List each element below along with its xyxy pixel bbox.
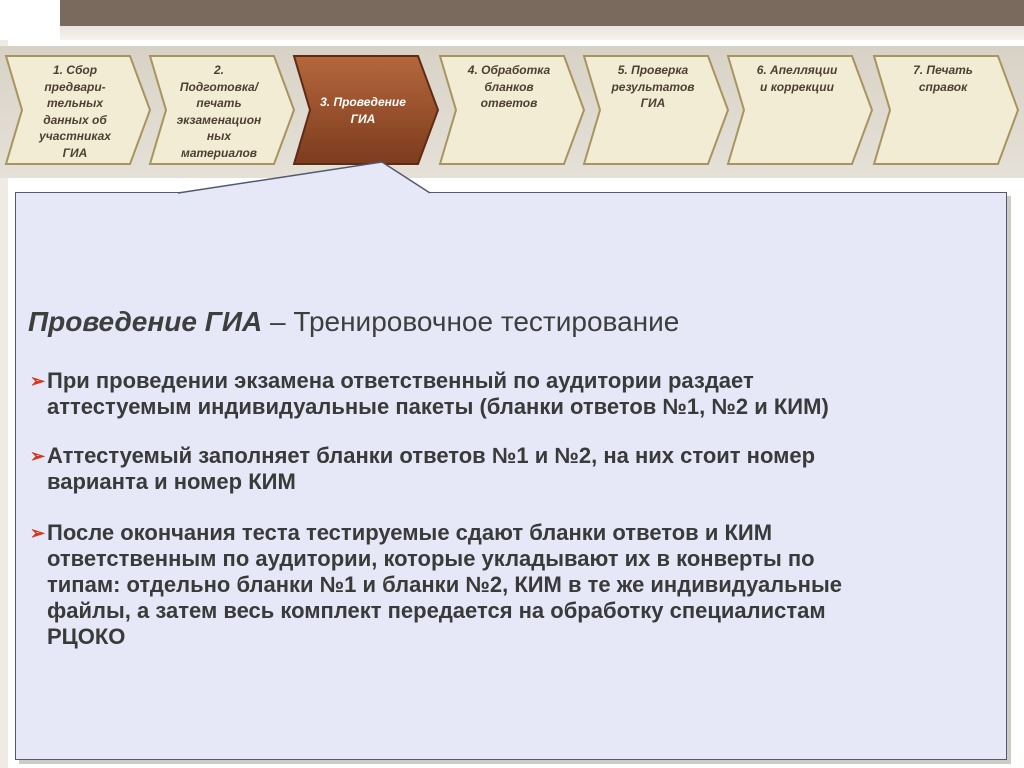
step-7[interactable] (872, 54, 1020, 166)
title-rest: – Тренировочное тестирование (262, 306, 680, 337)
bullet-item-3 (30, 520, 990, 650)
step-1[interactable] (4, 54, 152, 166)
bullet-arrow-icon: ➢ (30, 371, 46, 391)
top-strip (60, 26, 1024, 40)
step-7-label: 7. Печать справок (913, 63, 973, 94)
bullet-item-2 (30, 443, 990, 495)
bullet-arrow-icon: ➢ (30, 523, 46, 543)
step-4-label: 4. Обработка бланков ответов (467, 63, 551, 110)
bullet-text-3: После окончания теста тестируемые сдают бланки ответов и КИМ ответственным по аудитории, которые укладывают их в конверты по типам: отдельно бланки №1 и бланки №2, КИМ в те же индивидуальные файлы, а затем весь комплект передается на обработку специалистам РЦОКО (47, 520, 842, 649)
bullet-text-1: При проведении экзамена ответственный по аудитории раздает аттестуемым индивидуальные пакеты (бланки ответов №1, №2 и КИМ) (47, 368, 829, 419)
panel-title (28, 306, 679, 338)
step-2-label: 2. Подготовка/ печать экзаменацион ных материалов (176, 63, 262, 160)
step-4[interactable] (438, 54, 586, 166)
bullet-text-2: Аттестуемый заполняет бланки ответов №1 и №2, на них стоит номер варианта и номер КИМ (47, 443, 816, 494)
step-3-active[interactable] (292, 54, 440, 166)
top-bar (60, 0, 1024, 26)
step-6-label: 6. Апелляции и коррекции (756, 63, 838, 94)
step-2[interactable] (148, 54, 296, 166)
bullet-item-1 (30, 368, 990, 420)
step-5-label: 5. Проверка результатов ГИА (611, 63, 695, 110)
step-1-label: 1. Сбор предвари- тельных данных об участниках ГИА (39, 63, 111, 160)
bullet-arrow-icon: ➢ (30, 446, 46, 466)
title-bold: Проведение ГИА (28, 306, 263, 337)
step-5[interactable] (582, 54, 730, 166)
step-3-label: 3. Проведение ГИА (320, 95, 406, 126)
step-6[interactable] (726, 54, 874, 166)
